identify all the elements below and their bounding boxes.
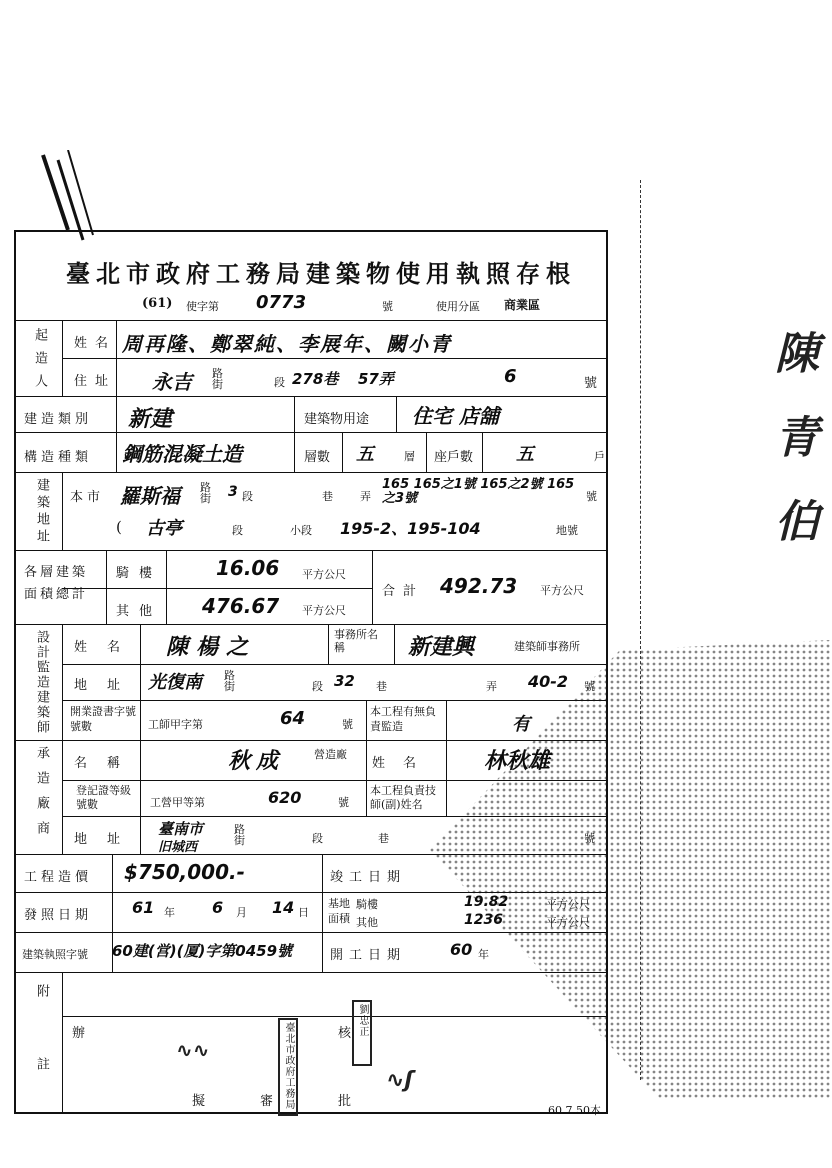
floors-unit: 層 [404, 450, 415, 463]
reg-hao: 號 [338, 796, 349, 809]
base-other-label: 其他 [356, 916, 378, 929]
zone-label: 使用分區 [436, 300, 480, 313]
issue-label: 發照日期 [24, 908, 93, 923]
base-other-unit: 平方公尺 [546, 916, 590, 929]
signature-label-5: 批 [338, 1094, 352, 1109]
contractor-section-unit: 段 [312, 832, 323, 845]
office-label: 事務所名稱 [334, 628, 378, 654]
construction-permit-value: 60建(営)(厦)字第0459號 [112, 942, 293, 960]
floors-value: 五 [356, 444, 374, 465]
architect-number: 40-2 [528, 672, 569, 691]
site-road-unit: 路街 [200, 481, 211, 505]
use-label: 建築物用途 [304, 412, 370, 427]
contractor-number-unit: 號 [584, 832, 595, 845]
owner-hao: 號 [584, 376, 598, 391]
owner-address-label: 住址 [74, 374, 117, 389]
base-arcade-value: 19.82 [464, 894, 509, 910]
contractor-section-label: 承造廠商 [34, 746, 49, 846]
site-land-numbers: 195-2、195-104 [340, 519, 481, 538]
architect-section-label: 設計監造建築師 [34, 630, 49, 735]
site-numbers: 165 165之1號 165之2號 165之3號 [382, 477, 575, 506]
architect-hao: 號 [584, 680, 595, 693]
architect-lane-unit: 巷 [376, 680, 387, 693]
structure-value: 鋼筋混凝土造 [122, 442, 242, 466]
architect-alley-unit: 弄 [486, 680, 497, 693]
signature-label-3: 審 [260, 1094, 274, 1109]
category-value: 新建 [128, 407, 173, 432]
license-number: 64 [280, 708, 306, 729]
site-section-unit: 段 [242, 490, 253, 503]
start-year: 60 [450, 940, 473, 959]
issue-month-unit: 月 [236, 906, 247, 919]
start-year-unit: 年 [478, 948, 489, 961]
base-other-value: 1236 [464, 912, 503, 928]
units-value: 五 [516, 444, 534, 465]
site-section-label: 建築地址 [34, 478, 49, 546]
site-lane-unit: 巷 [322, 490, 333, 503]
form-title: 臺北市政府工務局建築物使用執照存根 [66, 259, 576, 288]
contractor-address-road: 旧城西 [158, 840, 198, 855]
arcade-label: 騎樓 [116, 566, 163, 581]
site-city-label: 本市 [70, 490, 105, 505]
owner-address-city: 永吉 [152, 370, 192, 394]
permit-year: (61) [142, 296, 173, 311]
license-label: 開業證書字號號數 [70, 705, 136, 733]
issue-year-unit: 年 [164, 906, 175, 919]
site-section-num: 3 [228, 484, 238, 500]
supervise-label: 本工程有無負責監造 [370, 705, 436, 733]
site-land-open-paren: ( [116, 518, 122, 536]
architect-road-unit: 路街 [224, 669, 235, 693]
other-label: 其他 [116, 604, 163, 619]
cost-value: $750,000.- [124, 860, 245, 884]
office-value: 新建興 [408, 635, 475, 660]
remarks-label: 附註 [34, 984, 49, 1130]
tech-label: 本工程負責技師(副)姓名 [370, 784, 436, 811]
owner-lane: 278巷 [292, 370, 339, 388]
arcade-value: 16.06 [216, 556, 280, 580]
contractor-person-label: 姓名 [372, 756, 435, 771]
permit-suffix: 號 [382, 300, 393, 313]
contractor-name-suffix: 營造廠 [314, 748, 347, 761]
license-hao: 號 [342, 718, 353, 731]
contractor-address-city: 臺南市 [158, 820, 204, 838]
reg-number: 620 [268, 788, 302, 807]
adjacent-sheet-text: 陳青伯 [767, 330, 818, 582]
area-section-label: 各層建築面積總計 [24, 565, 89, 602]
official-stamp-2: 劉忠正 [352, 1000, 372, 1066]
official-stamp-1: 臺北市政府工務局 [278, 1018, 298, 1116]
total-unit: 平方公尺 [540, 584, 584, 597]
use-value: 住宅 店舖 [412, 404, 499, 428]
architect-name-label: 姓名 [74, 640, 141, 655]
base-arcade-unit: 平方公尺 [546, 898, 590, 911]
floors-label: 層數 [304, 450, 331, 465]
architect-section-unit: 段 [312, 680, 323, 693]
owner-road-unit: 路街 [212, 367, 223, 391]
site-alley-unit: 弄 [360, 490, 371, 503]
reg-grade: 工營甲等第 [150, 796, 205, 809]
architect-name-value: 陳楊之 [166, 635, 257, 660]
other-value: 476.67 [202, 594, 280, 618]
issue-day: 14 [272, 898, 295, 917]
license-grade: 工師甲字第 [148, 718, 203, 731]
architect-lane: 32 [334, 672, 355, 690]
owner-name-label: 姓名 [74, 336, 117, 351]
contractor-person-value: 林秋雄 [484, 749, 551, 774]
owner-number: 6 [504, 366, 517, 387]
owner-section-label: 起造人 [32, 328, 47, 397]
site-land-district: 古亭 [146, 518, 182, 539]
contractor-address-label: 地址 [74, 832, 141, 847]
site-land-section: 段 [232, 524, 243, 537]
units-unit: 戶 [594, 450, 605, 463]
base-arcade-label: 騎樓 [356, 898, 378, 911]
completion-label: 竣工日期 [330, 870, 407, 885]
site-road: 羅斯福 [120, 484, 180, 508]
other-unit: 平方公尺 [302, 604, 346, 617]
units-label: 座戶數 [434, 450, 474, 465]
contractor-road-unit: 路街 [234, 823, 245, 847]
contractor-lane-unit: 巷 [378, 832, 389, 845]
site-land-unit: 地號 [556, 524, 578, 537]
signature-label-4: 核 [338, 1026, 352, 1041]
issue-month: 6 [212, 898, 224, 917]
issue-day-unit: 日 [298, 906, 309, 919]
contractor-name-label: 名稱 [74, 756, 141, 771]
signature-label-1: 辦 [72, 1026, 86, 1041]
owner-names: 周再隆、鄭翠純、李展年、闕小青 [122, 332, 452, 356]
contractor-name-value: 秋成 [228, 749, 285, 774]
architect-address-label: 地址 [74, 678, 141, 693]
permit-number: 0773 [256, 292, 307, 313]
owner-alley: 57弄 [358, 370, 394, 388]
base-area-label: 基地面積 [328, 897, 350, 925]
category-label: 建造類別 [24, 412, 93, 427]
structure-label: 構造種類 [24, 450, 93, 465]
arcade-unit: 平方公尺 [302, 568, 346, 581]
permit-prefix: 使字第 [186, 300, 219, 313]
construction-permit-label: 建築執照字號 [22, 948, 88, 961]
form-code: 60.7.50本 [548, 1104, 601, 1117]
handwritten-signature-1: ∿∿ [176, 1038, 210, 1062]
reg-label: 登記證等級號數 [76, 784, 131, 811]
permit-form [14, 230, 608, 1130]
supervise-value: 有 [512, 714, 530, 735]
start-label: 開工日期 [330, 948, 407, 963]
issue-year: 61 [132, 898, 155, 917]
site-land-subsection: 小段 [290, 524, 312, 537]
architect-address-road: 光復南 [148, 672, 202, 693]
owner-section-unit: 段 [274, 376, 285, 389]
office-suffix: 建築師事務所 [514, 640, 580, 653]
signature-label-2: 擬 [192, 1094, 206, 1109]
zone-value: 商業區 [504, 298, 541, 312]
total-value: 492.73 [440, 574, 518, 598]
total-label: 合計 [382, 584, 425, 599]
cost-label: 工程造價 [24, 870, 93, 885]
site-number-unit: 號 [586, 490, 597, 503]
handwritten-signature-2: ∿ʃ [386, 1068, 414, 1093]
